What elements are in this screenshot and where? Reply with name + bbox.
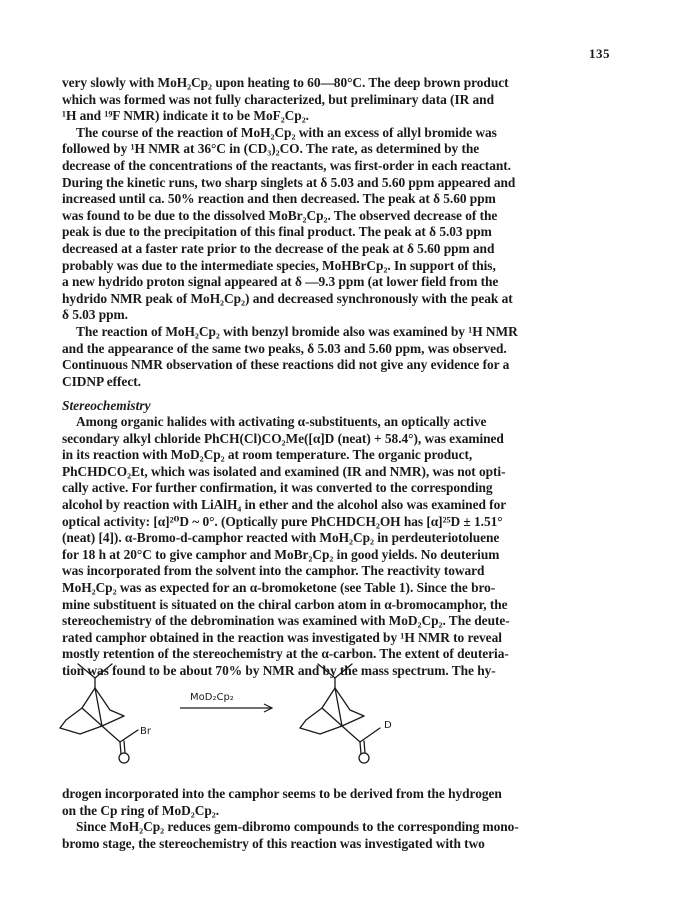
paragraph-line: peak is due to the precipitation of this final product. The peak at δ 5.03 ppm xyxy=(62,224,492,240)
paragraph-line: (neat) [4]). α-Bromo-d-camphor reacted with MoH₂Cp₂ in perdeuteriotoluene xyxy=(62,530,500,546)
body-text-bottom xyxy=(62,786,622,852)
c-d-bond xyxy=(360,728,380,742)
paragraph-line: probably was due to the intermediate species, MoHBrCp₂. In support of this, xyxy=(62,257,496,273)
ring-bond xyxy=(300,716,364,734)
reagent-label: MoD₂Cp₂ xyxy=(190,692,234,703)
carbonyl-double-bond-2 xyxy=(124,741,125,753)
reaction-arrow xyxy=(180,704,272,712)
paragraph-line: and the appearance of the same two peaks, δ 5.03 and 5.60 ppm, was observed. xyxy=(62,340,507,356)
ring-bond xyxy=(60,688,95,728)
body-text-stereochemistry xyxy=(62,414,622,680)
paragraph-line: The course of the reaction of MoH₂Cp₂ with an excess of allyl bromide was xyxy=(76,124,497,140)
paragraph-line: PhCHDCO₂Et, which was isolated and examined (IR and NMR), was not opti- xyxy=(62,463,506,479)
ring-bond xyxy=(300,688,335,728)
paragraph-line: decrease of the concentrations of the reactants, was first-order in each reactant. xyxy=(62,157,511,173)
carbonyl-carbon-bond xyxy=(102,726,120,742)
carbonyl-double-bond-1 xyxy=(360,742,361,754)
paragraph-line: decreased at a faster rate prior to the decrease of the peak at δ 5.60 ppm and xyxy=(62,240,495,256)
c-br-bond xyxy=(120,730,138,742)
paragraph-line: mostly retention of the stereochemistry at the α-carbon. The extent of deuteria- xyxy=(62,646,509,662)
paragraph-line: ¹H and ¹⁹F NMR) indicate it to be MoF₂Cp₂. xyxy=(62,108,309,124)
reaction-scheme xyxy=(40,650,600,770)
paragraph-line: Since MoH₂Cp₂ reduces gem-dibromo compounds to the corresponding mono- xyxy=(76,819,519,835)
bromine-label: Br xyxy=(140,726,151,737)
ring-bond xyxy=(60,716,124,734)
gem-dimethyl-bonds xyxy=(318,664,352,678)
paragraph-line: secondary alkyl chloride PhCH(Cl)CO₂Me([α]D (neat) + 58.4°), was examined xyxy=(62,430,504,446)
paragraph-line: bromo stage, the stereochemistry of this reaction was investigated with two xyxy=(62,835,485,851)
paragraph-line: increased until ca. 50% reaction and then decreased. The peak at δ 5.60 ppm xyxy=(62,191,496,207)
deuterocamphor-structure xyxy=(300,664,380,763)
paragraph-line: alcohol by reaction with LiAlH₄ in ether and the alcohol also was examined for xyxy=(62,496,507,512)
bromocamphor-structure xyxy=(60,664,138,763)
paragraph-line: Continuous NMR observation of these reactions did not give any evidence for a xyxy=(62,357,510,373)
paragraph-line: Among organic halides with activating α-substituents, an optically active xyxy=(76,414,487,429)
body-text-top xyxy=(62,75,622,390)
oxygen-atom xyxy=(359,753,369,763)
carbonyl-carbon-bond xyxy=(342,726,360,742)
section-heading: Stereochemistry xyxy=(62,398,151,413)
paragraph-line: optical activity: [α]²⁰D ~ 0°. (Optically pure PhCHDCH₂OH has [α]²⁵D ± 1.51° xyxy=(62,513,503,529)
paragraph-line: was incorporated from the solvent into the camphor. The reactivity toward xyxy=(62,563,485,579)
paragraph-line: δ 5.03 ppm. xyxy=(62,307,128,323)
carbonyl-double-bond-2 xyxy=(364,741,365,753)
paragraph-line: for 18 h at 20°C to give camphor and MoBr₂Cp₂ in good yields. No deuterium xyxy=(62,546,500,562)
paragraph-line: The reaction of MoH₂Cp₂ with benzyl bromide also was examined by ¹H NMR xyxy=(76,323,518,339)
paragraph-line: mine substituent is situated on the chiral carbon atom in α-bromocamphor, the xyxy=(62,596,508,612)
paragraph-line: was found to be due to the dissolved MoBr₂Cp₂. The observed decrease of the xyxy=(62,207,498,223)
paragraph-line: stereochemistry of the debromination was examined with MoD₂Cp₂. The deute- xyxy=(62,613,510,629)
paragraph-line: on the Cp ring of MoD₂Cp₂. xyxy=(62,802,220,818)
paragraph-line: very slowly with MoH₂Cp₂ upon heating to 60—80°C. The deep brown product xyxy=(62,75,509,90)
paragraph-line: rated camphor obtained in the reaction was investigated by ¹H NMR to reveal xyxy=(62,629,502,645)
paragraph-line: drogen incorporated into the camphor seems to be derived from the hydrogen xyxy=(62,786,502,801)
paragraph-line: tion was found to be about 70% by NMR and by the mass spectrum. The hy- xyxy=(62,662,496,678)
deuterium-label: D xyxy=(384,720,392,731)
gem-dimethyl-bonds xyxy=(78,664,112,678)
paragraph-line: hydrido NMR peak of MoH₂Cp₂) and decreased synchronously with the peak at xyxy=(62,290,513,306)
paragraph-line: a new hydrido proton signal appeared at δ —9.3 ppm (at lower field from the xyxy=(62,274,499,290)
paragraph-line: followed by ¹H NMR at 36°C in (CD₃)₂CO. The rate, as determined by the xyxy=(62,141,480,157)
paragraph-line: which was formed was not fully characterized, but preliminary data (IR and xyxy=(62,91,494,107)
page-number: 135 xyxy=(589,46,610,61)
oxygen-atom xyxy=(119,753,129,763)
paragraph-line: CIDNP effect. xyxy=(62,373,141,389)
paragraph-line: During the kinetic runs, two sharp singlets at δ 5.03 and 5.60 ppm appeared and xyxy=(62,174,516,190)
paragraph-line: in its reaction with MoD₂Cp₂ at room temperature. The organic product, xyxy=(62,447,473,463)
paragraph-line: MoH₂Cp₂ was as expected for an α-bromoketone (see Table 1). Since the bro- xyxy=(62,579,496,595)
carbonyl-double-bond-1 xyxy=(120,742,121,754)
paragraph-line: cally active. For further confirmation, it was converted to the corresponding xyxy=(62,480,493,496)
